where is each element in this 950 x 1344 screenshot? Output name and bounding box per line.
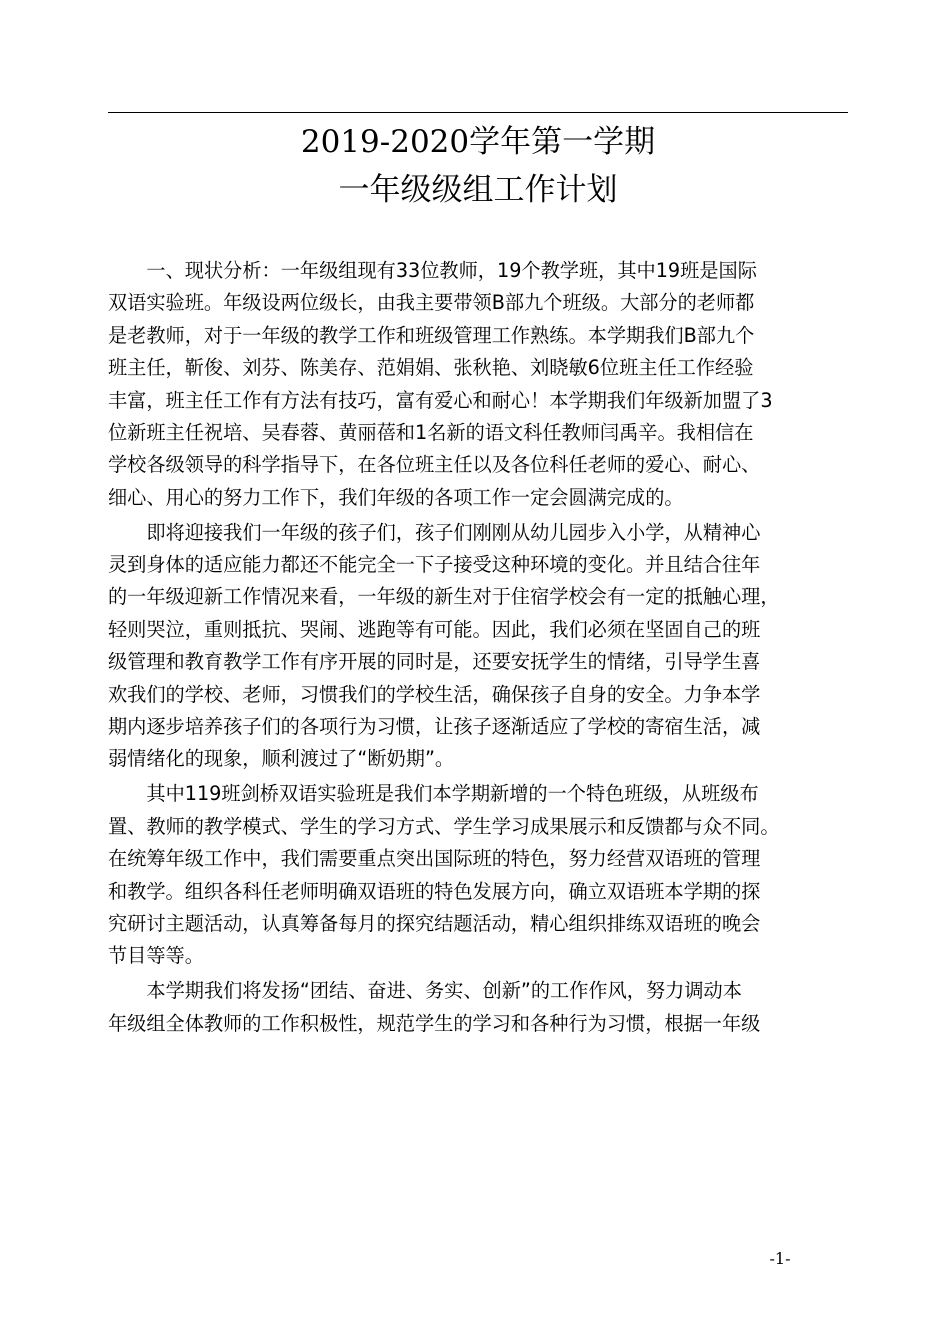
title-line-1: 2019-2020学年第一学期 [300, 124, 656, 160]
page-number: -1- [769, 1249, 791, 1268]
paragraph-bilingual-class: 其中119班剑桥双语实验班是我们本学期新增的一个特色班级，从班级布 置、教师的教学模式、学生的学习方式、学生学习成果展示和反馈都与众不同。 在统筹年级工作中，我们需要重点突出国际班的特色，努力经营双语班的管理 和教学。组织各科任老师明确双语班的特色发展方向，确立双语班本学期的探 究研讨主题活动，认真筹备每月的探究结题活动，精心组织排练双语班的晚会 节目等等。 [108, 782, 780, 968]
paragraph-welcome-students: 即将迎接我们一年级的孩子们，孩子们刚刚从幼儿园步入小学，从精神心 灵到身体的适应能力都还不能完全一下子接受这种环境的变化。并且结合往年 的一年级迎新工作情况来看，一年级的新生对于住宿学校会有一定的抵触心理， 轻则哭泣，重则抵抗、哭闹、逃跑等有可能。因此，我们必须在坚固自己的班 级管理和教育教学工作有序开展的同时是，还要安抚学生的情绪，引导学生喜 欢我们的学校、老师，习惯我们的学校生活，确保孩子自身的安全。力争本学 期内逐步培养孩子们的各项行为习惯，让孩子逐渐适应了学校的寄宿生活，减 弱情绪化的现象，顺利渡过了“断奶期”。 [108, 520, 780, 771]
header-rule [108, 112, 848, 113]
paragraph-work-style: 本学期我们将发扬“团结、奋进、务实、创新”的工作作风，努力调动本 年级组全体教师的工作积极性，规范学生的学习和各种行为习惯，根据一年级 [108, 979, 761, 1035]
paragraph-status-analysis: 一、现状分析：一年级组现有33位教师，19个教学班，其中19班是国际 双语实验班。年级设两位级长，由我主要带领B部九个班级。大部分的老师都 是老教师，对于一年级的教学工作和班级管理工作熟练。本学期我们B部九个 班主任，靳俊、刘芬、陈美存、范娟娟、张秋艳、刘晓敏6位班主任工作经验 丰富，班主任工作有方法有技巧，富有爱心和耐心！本学期我们年级新加盟了3 位新班主任祝培、吴春蓉、黄丽蓓和1名新的语文科任教师闫禹辛。我相信在 学校各级领导的科学指导下，在各位班主任以及各位科任老师的爱心、耐心、 细心、用心的努力工作下，我们年级的各项工作一定会圆满完成的。 [108, 259, 773, 509]
document-body [108, 255, 850, 1042]
title-line-2: 一年级级组工作计划 [338, 172, 618, 208]
document-title [108, 118, 848, 214]
